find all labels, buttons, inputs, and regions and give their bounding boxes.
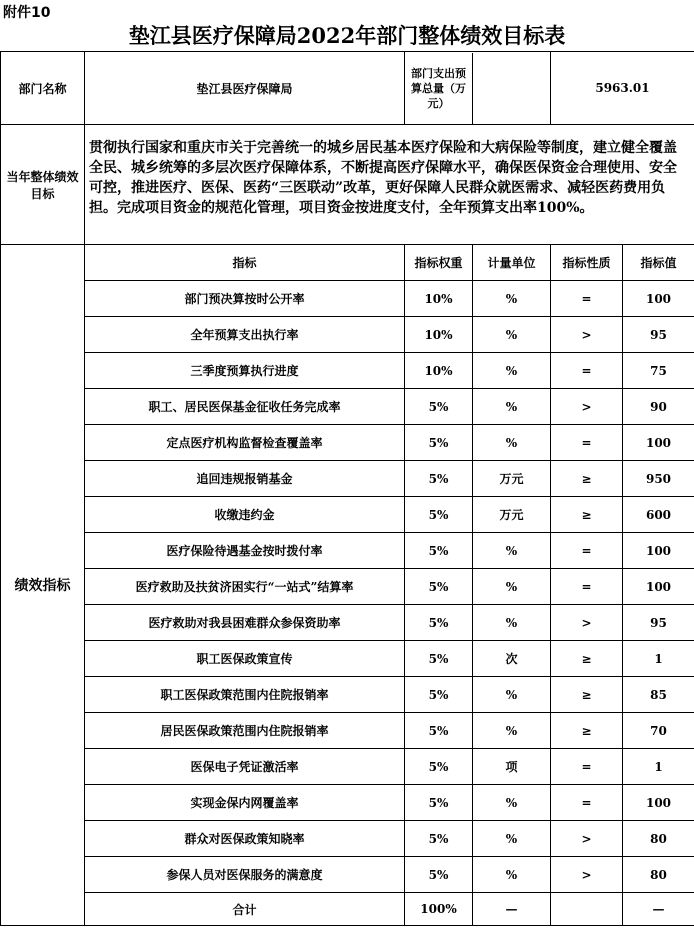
indicator-unit: % (473, 425, 551, 461)
indicator-name: 定点医疗机构监督检查覆盖率 (85, 425, 405, 461)
table-row (1, 317, 694, 353)
page-title: 垫江县医疗保障局2022年部门整体绩效目标表 (128, 23, 566, 48)
indicator-nature: ≥ (551, 713, 623, 749)
total-weight: 100% (405, 893, 473, 926)
indicator-value: 100 (623, 533, 694, 569)
indicator-name: 三季度预算执行进度 (85, 353, 405, 389)
indicator-nature: ≥ (551, 641, 623, 677)
indicator-name: 参保人员对医保服务的满意度 (85, 857, 405, 893)
indicator-unit: % (473, 713, 551, 749)
indicator-value: 1 (623, 749, 694, 785)
indicator-value: 70 (623, 713, 694, 749)
total-value: — (623, 893, 694, 926)
indicator-value: 90 (623, 389, 694, 425)
indicator-value: 95 (623, 317, 694, 353)
indicator-value: 95 (623, 605, 694, 641)
indicator-unit: 万元 (473, 497, 551, 533)
total-nature (551, 893, 623, 926)
table-row (1, 533, 694, 569)
dept-row (1, 52, 694, 125)
indicator-name: 医疗保险待遇基金按时拨付率 (85, 533, 405, 569)
dept-budget-label: 部门支出预算总量（万元） (405, 53, 473, 124)
indicator-unit: % (473, 389, 551, 425)
indicator-unit: % (473, 353, 551, 389)
indicator-nature: = (551, 425, 623, 461)
indicator-unit: % (473, 281, 551, 317)
indicator-nature: = (551, 533, 623, 569)
indicator-value: 100 (623, 569, 694, 605)
indicator-nature: > (551, 605, 623, 641)
total-name: 合计 (85, 893, 405, 926)
indicator-nature: > (551, 317, 623, 353)
indicator-weight: 5% (405, 605, 473, 641)
table-row (1, 281, 694, 317)
indicator-value: 100 (623, 785, 694, 821)
indicator-name: 医疗救助及扶贫济困实行“一站式”结算率 (85, 569, 405, 605)
table-row (1, 641, 694, 677)
indicator-name: 收缴违约金 (85, 497, 405, 533)
indicator-name: 居民医保政策范围内住院报销率 (85, 713, 405, 749)
attachment-label: 附件10 (3, 5, 51, 21)
indicator-name: 职工医保政策宣传 (85, 641, 405, 677)
dept-budget-cell (405, 52, 551, 125)
indicator-value: 100 (623, 281, 694, 317)
indicator-nature: > (551, 857, 623, 893)
indicator-weight: 5% (405, 677, 473, 713)
indicator-value: 75 (623, 353, 694, 389)
dept-budget-value: 5963.01 (551, 52, 694, 125)
indicator-nature: = (551, 569, 623, 605)
table-row (1, 605, 694, 641)
table-row (1, 461, 694, 497)
total-row (1, 893, 694, 926)
indicator-unit: 万元 (473, 461, 551, 497)
indicator-unit: % (473, 677, 551, 713)
indicator-value: 80 (623, 821, 694, 857)
indicator-value: 85 (623, 677, 694, 713)
indicator-value: 600 (623, 497, 694, 533)
indicator-nature: = (551, 749, 623, 785)
header-indicator: 指标 (85, 245, 405, 281)
table-row (1, 785, 694, 821)
dept-name-value: 垫江县医疗保障局 (85, 52, 405, 125)
indicator-unit: 项 (473, 749, 551, 785)
dept-name-label: 部门名称 (1, 52, 85, 125)
annual-goal-row (1, 125, 694, 245)
indicator-weight: 5% (405, 497, 473, 533)
indicator-nature: = (551, 785, 623, 821)
indicator-name: 追回违规报销基金 (85, 461, 405, 497)
indicator-name: 职工医保政策范围内住院报销率 (85, 677, 405, 713)
table-row (1, 857, 694, 893)
indicator-nature: = (551, 281, 623, 317)
table-row (1, 713, 694, 749)
annual-goal-text: 贯彻执行国家和重庆市关于完善统一的城乡居民基本医疗保险和大病保险等制度，建立健全覆盖全民、城乡统筹的多层次医疗保障体系，不断提高医疗保障水平，确保医保资金合理使用、安全可控，推进医疗、医保、医药“三医联动”改革，更好保障人民群众就医需求、减轻医药费用负担。完成项目资金的规范化管理，项目资金按进度支付，全年预算支出率100%。 (85, 125, 694, 245)
header-value: 指标值 (623, 245, 694, 281)
indicator-weight: 5% (405, 569, 473, 605)
indicator-value: 80 (623, 857, 694, 893)
indicator-name: 全年预算支出执行率 (85, 317, 405, 353)
performance-target-table (0, 51, 694, 926)
table-row (1, 749, 694, 785)
annual-goal-label: 当年整体绩效目标 (1, 125, 85, 245)
indicator-weight: 5% (405, 821, 473, 857)
indicator-name: 实现金保内网覆盖率 (85, 785, 405, 821)
indicator-name: 医疗救助对我县困难群众参保资助率 (85, 605, 405, 641)
indicator-weight: 5% (405, 533, 473, 569)
header-nature: 指标性质 (551, 245, 623, 281)
indicator-nature: > (551, 389, 623, 425)
table-row (1, 389, 694, 425)
indicator-weight: 5% (405, 713, 473, 749)
perf-section-label: 绩效指标 (1, 245, 85, 926)
indicator-unit: % (473, 533, 551, 569)
indicator-header-row (1, 245, 694, 281)
header-weight: 指标权重 (405, 245, 473, 281)
indicator-weight: 5% (405, 749, 473, 785)
indicator-unit: % (473, 857, 551, 893)
indicator-nature: ≥ (551, 677, 623, 713)
indicator-weight: 5% (405, 425, 473, 461)
indicator-weight: 5% (405, 389, 473, 425)
indicator-weight: 10% (405, 317, 473, 353)
indicator-name: 医保电子凭证激活率 (85, 749, 405, 785)
indicator-nature: ≥ (551, 461, 623, 497)
table-row (1, 677, 694, 713)
table-row (1, 821, 694, 857)
indicator-unit: % (473, 821, 551, 857)
indicator-unit: % (473, 317, 551, 353)
indicator-nature: = (551, 353, 623, 389)
table-row (1, 569, 694, 605)
indicator-weight: 5% (405, 461, 473, 497)
indicator-unit: % (473, 785, 551, 821)
indicator-weight: 5% (405, 641, 473, 677)
indicator-unit: 次 (473, 641, 551, 677)
indicator-name: 部门预决算按时公开率 (85, 281, 405, 317)
indicator-name: 职工、居民医保基金征收任务完成率 (85, 389, 405, 425)
indicator-weight: 10% (405, 353, 473, 389)
indicator-value: 950 (623, 461, 694, 497)
indicator-nature: ≥ (551, 497, 623, 533)
indicator-value: 100 (623, 425, 694, 461)
total-unit: — (473, 893, 551, 926)
indicator-value: 1 (623, 641, 694, 677)
table-row (1, 353, 694, 389)
table-row (1, 425, 694, 461)
indicator-weight: 5% (405, 857, 473, 893)
indicator-weight: 10% (405, 281, 473, 317)
table-row (1, 497, 694, 533)
header-unit: 计量单位 (473, 245, 551, 281)
indicator-nature: > (551, 821, 623, 857)
indicator-weight: 5% (405, 785, 473, 821)
indicator-unit: % (473, 569, 551, 605)
indicator-unit: % (473, 605, 551, 641)
indicator-name: 群众对医保政策知晓率 (85, 821, 405, 857)
